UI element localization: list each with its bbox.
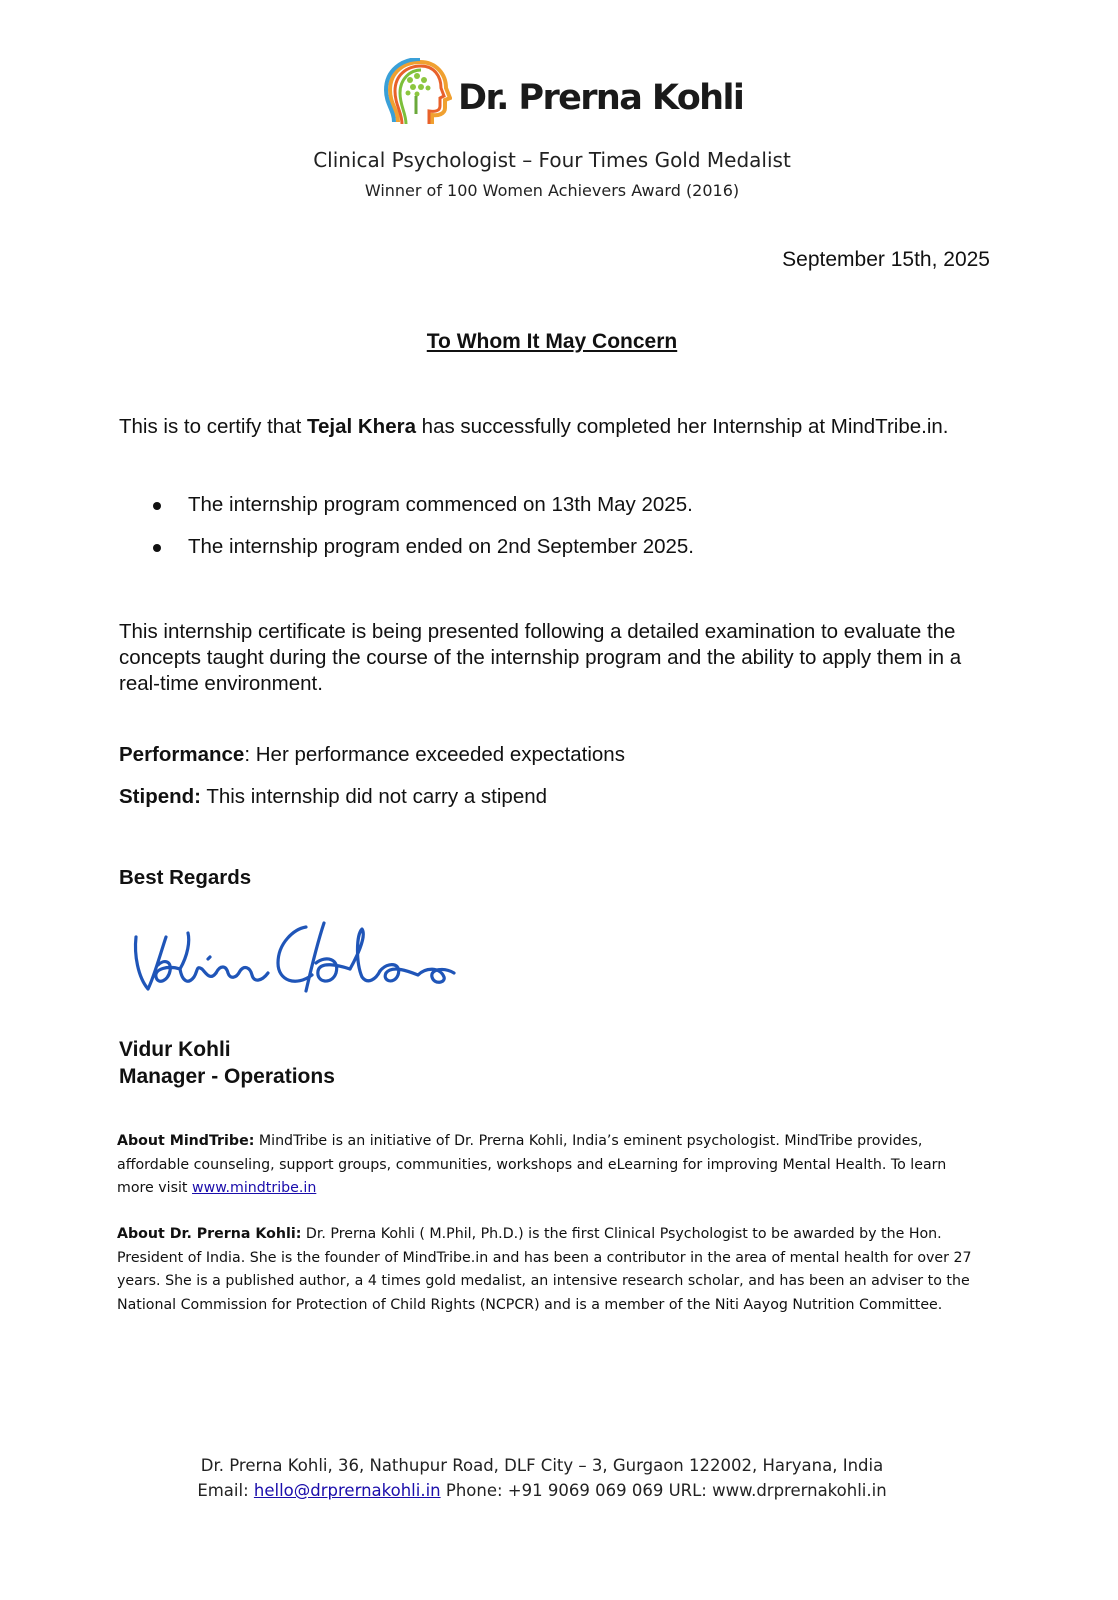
closing: Best Regards — [119, 866, 252, 889]
about-prerna-text: Dr. Prerna Kohli ( M.Phil, Ph.D.) is the first Clinical Psychologist to be awarded by the Hon. President of India. She is the founder of MindTribe.in and has been a contributor in the area of mental health for over 27 years. She is a published author, a 4 times gold medalist, an intensive research scholar, and has been an adviser to the National Commission for Protection of Child Rights (NCPCR) and is a member of the Niti Aayog Nutrition Committee. — [117, 1226, 972, 1313]
letterhead-award: Winner of 100 Women Achievers Award (2016) — [364, 181, 740, 200]
stipend-label: Stipend: — [119, 785, 201, 808]
intro-paragraph — [119, 412, 979, 442]
about-mindtribe-text: MindTribe is an initiative of Dr. Prerna Kohli, India’s eminent psychologist. MindTribe provides, affordable counseling, support groups, communities, workshops and eLearning for improving Mental Health. To learn more visit — [117, 1133, 947, 1196]
performance-line — [119, 740, 625, 770]
list-item: The internship program ended on 2nd September 2025. — [150, 532, 694, 574]
intro-suffix: has successfully completed her Internship at MindTribe.in. — [415, 415, 949, 438]
exam-paragraph: This internship certificate is being presented following a detailed examination to evaluate the concepts taught during the course of the internship program and the ability to apply them in a real-time environment. — [119, 620, 962, 695]
about-mindtribe — [117, 1130, 977, 1201]
stipend-text: This internship did not carry a stipend — [201, 785, 548, 808]
about-prerna-kohli — [117, 1223, 977, 1317]
intro-prefix: This is to certify that — [119, 415, 307, 438]
footer-address: Dr. Prerna Kohli, 36, Nathupur Road, DLF City – 3, Gurgaon 122002, Haryana, India — [200, 1456, 884, 1475]
about-mindtribe-label: About MindTribe: — [117, 1133, 255, 1149]
letterhead-name: Dr. Prerna Kohli — [458, 78, 744, 118]
letterhead-tagline: Clinical Psychologist – Four Times Gold Medalist — [313, 148, 791, 172]
footer-email-link[interactable]: hello@drprernakohli.in — [253, 1481, 441, 1500]
about-prerna-label: About Dr. Prerna Kohli: — [117, 1226, 302, 1242]
footer-phone-url: Phone: +91 9069 069 069 URL: www.drprernakohli.in — [440, 1481, 887, 1500]
letter-subject: To Whom It May Concern — [426, 330, 678, 353]
head-profile-icon — [380, 58, 452, 128]
intern-name: Tejal Khera — [306, 415, 416, 438]
mindtribe-link[interactable]: www.mindtribe.in — [192, 1180, 317, 1196]
letterhead-logo — [380, 58, 744, 128]
list-item: The internship program commenced on 13th May 2025. — [150, 490, 694, 532]
performance-text: : Her performance exceeded expectations — [244, 743, 625, 766]
performance-label: Performance — [119, 743, 245, 766]
internship-dates-list — [150, 490, 694, 574]
footer-contact — [0, 1481, 1084, 1500]
stipend-line — [119, 782, 547, 812]
letter-date: September 15th, 2025 — [782, 248, 990, 271]
signer-name: Vidur Kohli — [119, 1038, 231, 1061]
footer-email-label: Email: — [197, 1481, 254, 1500]
handwritten-signature — [128, 915, 468, 1005]
signer-role: Manager - Operations — [119, 1065, 335, 1088]
